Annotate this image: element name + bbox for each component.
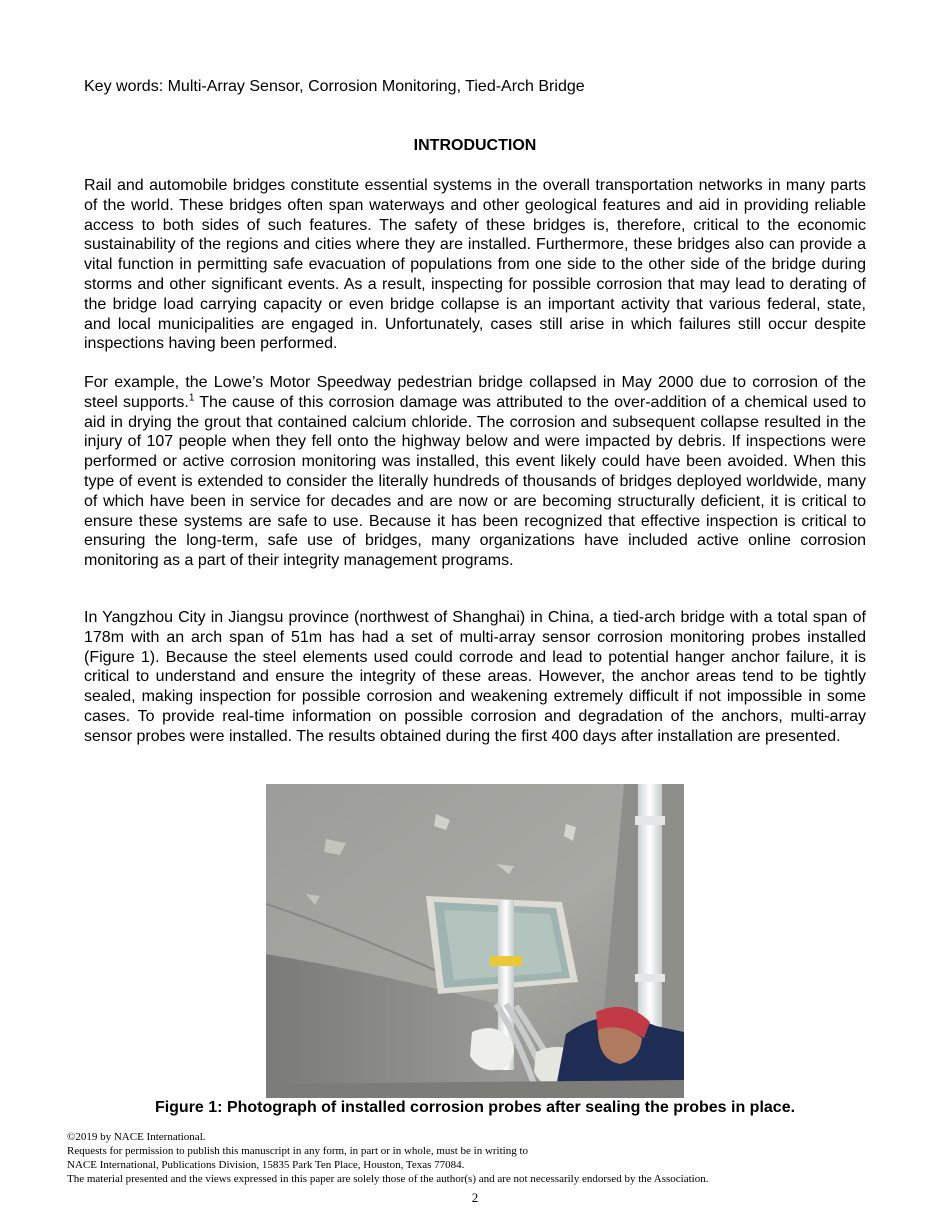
paragraph-2-text-after-ref: The cause of this corrosion damage was attributed to the over-addition of a chemical used to aid in drying the grout that contained calcium chloride. The corrosion and subsequent collapse resulted in the injury of 107 people when they fell onto the highway below and were impacted by debris. If inspections were performed or active corrosion monitoring was installed, this event likely could have been avoided. When this type of event is extended to consider the literally hundreds of thousands of bridges deployed worldwide, many of which have been in service for decades and are now or are becoming structurally deficient, it is critical to ensure these systems are safe to use. Because it has been recognized that effective inspection is critical to ensuring the long-term, safe use of bridges, many organizations have included active online corrosion monitoring as a part of their integrity management programs.	[84, 393, 866, 570]
figure-caption: Figure 1: Photograph of installed corrosion probes after sealing the probes in place.	[154, 1099, 796, 1116]
section-heading: INTRODUCTION	[413, 137, 537, 154]
paragraph-3: In Yangzhou City in Jiangsu province (northwest of Shanghai) in China, a tied-arch bridge with a total span of 178m with an arch span of 51m has had a set of multi-array sensor corrosion monitoring probes installed (Figure 1). Because the steel elements used could corrode and lead to potential hanger anchor failure, it is critical to understand and ensure the integrity of these areas. However, the anchor areas tend to be tightly sealed, making inspection for possible corrosion and weakening extremely difficult if not impossible in some cases. To provide real-time information on possible corrosion and degradation of the anchors, multi-array sensor probes were installed. The results obtained during the first 400 days after installation are presented.	[84, 609, 866, 745]
paragraph-2	[84, 373, 866, 571]
footer-disclaimer: The material presented and the views expressed in this paper are solely those of the author(s) and are not necessarily endorsed by the Association.	[67, 1173, 709, 1185]
page-number: 2	[471, 1190, 479, 1205]
footer-address: NACE International, Publications Division, 15835 Park Ten Place, Houston, Texas 77084.	[67, 1159, 465, 1171]
copyright-footer	[67, 1130, 708, 1186]
paragraph-2-text-before-ref: For example, the Lowe’s Motor Speedway pedestrian bridge collapsed in May 2000 due to corrosion of the steel supports.	[84, 374, 866, 411]
footer-permission: Requests for permission to publish this manuscript in any form, in part or in whole, must be in writing to	[67, 1145, 529, 1157]
keywords-line: Key words: Multi-Array Sensor, Corrosion Monitoring, Tied-Arch Bridge	[84, 78, 585, 95]
reference-superscript: 1	[188, 392, 195, 404]
paragraph-1: Rail and automobile bridges constitute essential systems in the overall transportation networks in many parts of the world. These bridges often span waterways and other geological features and aid in providing reliable access to both sides of such features. The safety of these bridges is, therefore, critical to the economic sustainability of the regions and cities where they are installed. Furthermore, these bridges also can provide a vital function in permitting safe evacuation of populations from one side to the other side of the bridge during storms and other significant events. As a result, inspecting for possible corrosion that may lead to derating of the bridge load carrying capacity or even bridge collapse is an important activity that various federal, state, and local municipalities are engaged in. Unfortunately, cases still arise in which failures still occur despite inspections having been performed.	[84, 177, 866, 353]
figure-photo	[266, 784, 684, 1098]
footer-copyright: ©2019 by NACE International.	[67, 1131, 206, 1143]
